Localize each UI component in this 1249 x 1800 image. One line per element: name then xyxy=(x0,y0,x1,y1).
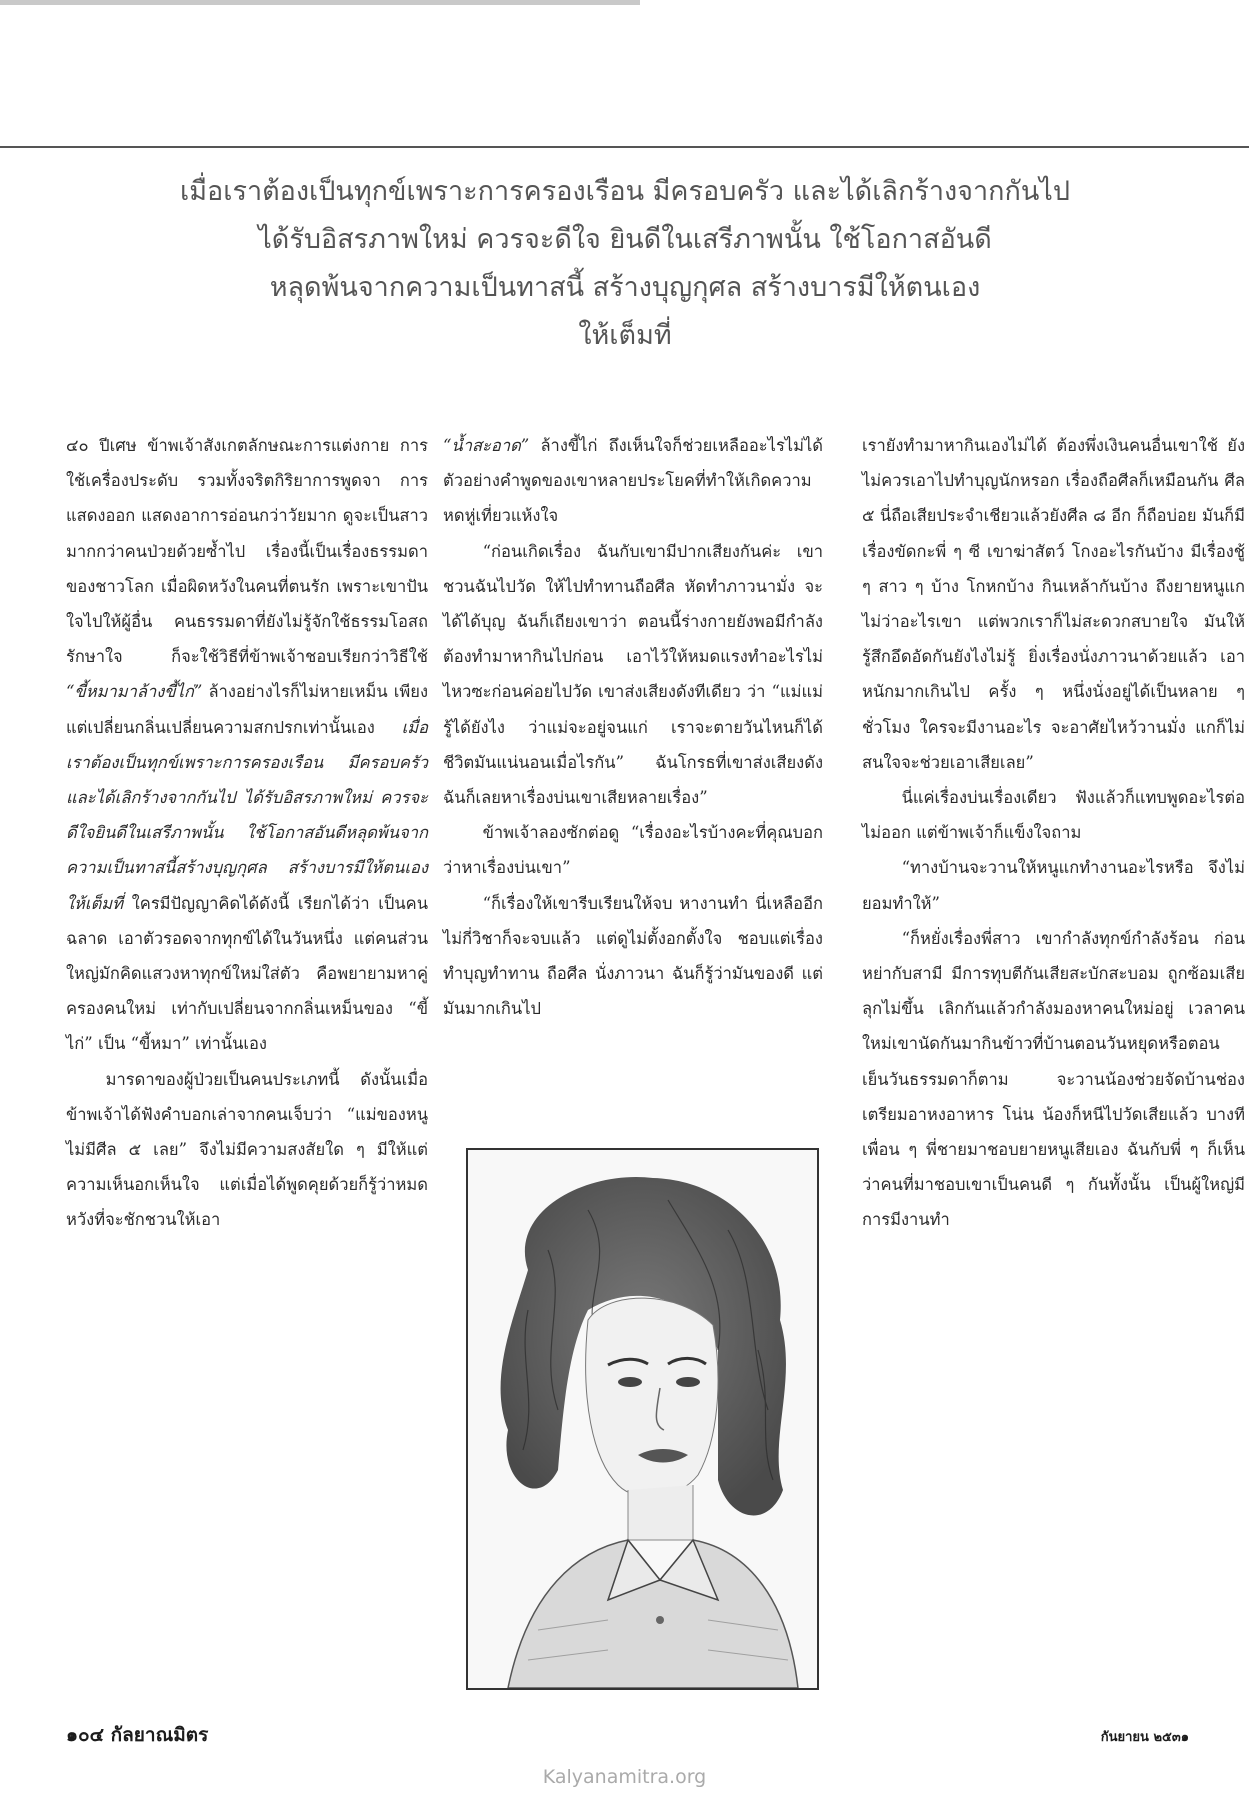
pull-quote xyxy=(150,168,1100,360)
portrait-sketch-icon xyxy=(468,1150,817,1688)
emphasis: เมื่อเราต้องเป็นทุกข์เพราะการครองเรือน มีครอบครัว และได้เลิกร้างจากกันไป ได้รับอิสรภาพใหม่ ควรจะดีใจยินดีในเสรีภาพนั้น ใช้โอกาสอันดีหลุดพ้นจากความเป็นทาสนี้สร้างบุญกุศล สร้างบารมีให้ตนเองให้เต็มที่ xyxy=(66,717,428,913)
paragraph: มารดาของผู้ป่วยเป็นคนประเภทนี้ ดังนั้นเมื่อข้าพเจ้าได้ฟังคำบอกเล่าจากคนเจ็บว่า “แม่ของหนูไม่มีศีล ๕ เลย” จึงไม่มีความสงสัยใด ๆ มีให้แต่ความเห็นอกเห็นใจ แต่เมื่อได้พูดคุยด้วยก็รู้ว่าหมดหวังที่จะชักชวนให้เอา xyxy=(66,1069,428,1230)
page-folio: ๑๐๔ กัลยาณมิตร xyxy=(66,1724,209,1746)
text-column-middle xyxy=(443,428,823,1026)
pull-quote-line: หลุดพ้นจากความเป็นทาสนี้ สร้างบุญกุศล สร้างบารมีให้ตนเอง xyxy=(269,272,981,303)
text-column-right xyxy=(862,428,1245,1238)
pull-quote-line: เมื่อเราต้องเป็นทุกข์เพราะการครองเรือน มีครอบครัว และได้เลิกร้างจากกันไป xyxy=(179,176,1071,207)
paragraph: “ก็เรื่องให้เขารีบเรียนให้จบ หางานทำ นี่เหลืออีกไม่กี่วิชาก็จะจบแล้ว แต่ดูไม่ตั้งอกตั้งใจ ชอบแต่เรื่องทำบุญทำทาน ถือศีล นั่งภาวนา ฉันก็รู้ว่ามันของดี แต่มันมากเกินไป xyxy=(443,893,823,1019)
text-column-left xyxy=(66,428,428,1238)
pull-quote-line: ได้รับอิสรภาพใหม่ ควรจะดีใจ ยินดีในเสรีภาพนั้น ใช้โอกาสอันดี xyxy=(258,224,992,255)
portrait-illustration xyxy=(466,1148,819,1690)
header-rule xyxy=(0,146,1249,148)
top-edge-shade xyxy=(0,0,640,5)
paragraph: “ก็หยั่งเรื่องพี่สาว เขากำลังทุกข์กำลังร้อน ก่อนหย่ากับสามี มีการทุบตีกันเสียสะบักสะบอม ถูกซ้อมเสียลุกไม่ขึ้น เลิกกันแล้วกำลังมองหาคนใหม่อยู่ เวลาคนใหม่เขานัดกันมากินข้าวที่บ้านตอนวันหยุดหรือตอนเย็นวันธรรมดาก็ตาม จะวานน้องช่วยจัดบ้านช่องเตรียมอาหงอาหาร โน่น น้องก็หนีไปวัดเสียแล้ว บางทีเพื่อน ๆ พี่ชายมาชอบยายหนูเสียเอง ฉันกับพี่ ๆ ก็เห็นว่าคนที่มาชอบเขาเป็นคนดี ๆ กันทั้งนั้น เป็นผู้ใหญ่มีการมีงานทำ xyxy=(862,928,1245,1230)
paragraph: เรายังทำมาหากินเองไม่ได้ ต้องพึ่งเงินคนอื่นเขาใช้ ยังไม่ควรเอาไปทำบุญนักหรอก เรื่องถือศีลก็เหมือนกัน ศีล ๕ นี่ถือเสียประจำเชียวแล้วยังศีล ๘ อีก ก็ถือบ่อย มันก็มีเรื่องขัดกะพี่ ๆ ซี เขาฆ่าสัตว์ โกงอะไรกันบ้าง มีเรื่องชู้ ๆ สาว ๆ บ้าง โกหกบ้าง กินเหล้ากันบ้าง ถึงยายหนูแกไม่ว่าอะไรเขา แต่พวกเราก็ไม่สะดวกสบายใจ มันให้รู้สึกอึดอัดกันยังไงไม่รู้ ยิ่งเรื่องนั่งภาวนาด้วยแล้ว เอาหนักมากเกินไป ครั้ง ๆ หนึ่งนั่งอยู่ได้เป็นหลาย ๆ ชั่วโมง ใครจะมีงานอะไร จะอาศัยไหว้วานมั่ง แกก็ไม่สนใจจะช่วยเอาเสียเลย” xyxy=(862,436,1245,772)
paragraph: “ก่อนเกิดเรื่อง ฉันกับเขามีปากเสียงกันค่ะ เขาชวนฉันไปวัด ให้ไปทำทานถือศีล หัดทำภาวนามั่ง จะได้ได้บุญ ฉันก็เถียงเขาว่า ตอนนี้ร่างกายยังพอมีกำลัง ต้องทำมาหากินไปก่อน เอาไว้ให้หมดแรงทำอะไรไม่ไหวซะก่อนค่อยไปวัด เขาส่งเสียงดังทีเดียว ว่า “แม่แม่รู้ได้ยังไง ว่าแม่จะอยู่จนแก่ เราจะตายวันไหนก็ได้ ชีวิตมันแน่นอนเมื่อไรกัน” ฉันโกรธที่เขาส่งเสียงดัง ฉันก็เลยหาเรื่องบ่นเขาเสียหลายเรื่อง” xyxy=(443,541,823,808)
paragraph: นี่แค่เรื่องบ่นเรื่องเดียว ฟังแล้วก็แทบพูดอะไรต่อไม่ออก แต่ข้าพเจ้าก็แข็งใจถาม xyxy=(862,788,1245,843)
paragraph: ข้าพเจ้าลองซักต่อดู “เรื่องอะไรบ้างคะที่คุณบอกว่าหาเรื่องบ่นเขา” xyxy=(443,823,823,878)
emphasis: “น้ำสะอาด” xyxy=(443,436,530,455)
issue-date: กันยายน ๒๕๓๑ xyxy=(1100,1730,1189,1745)
watermark-text: Kalyanamitra.org xyxy=(542,1766,707,1788)
emphasis: “ขี้หมามาล้างขี้ไก่” xyxy=(66,682,203,702)
pull-quote-line: ให้เต็มที่ xyxy=(578,320,672,351)
paragraph: ๔๐ ปีเศษ ข้าพเจ้าสังเกตลักษณะการแต่งกาย การใช้เครื่องประดับ รวมทั้งจริตกิริยาการพูดจา การแสดงออก แสดงอาการอ่อนกว่าวัยมาก ดูจะเป็นสาวมากกว่าคนป่วยด้วยซ้ำไป เรื่องนี้เป็นเรื่องธรรมดาของชาวโลก เมื่อผิดหวังในคนที่ตนรัก เพราะเขาปันใจไปให้ผู้อื่น คนธรรมดาที่ยังไม่รู้จักใช้ธรรมโอสถรักษาใจ ก็จะใช้วิธีที่ข้าพเจ้าชอบเรียกว่าวิธีใช้ “ขี้หมามาล้างขี้ไก่” ล้างอย่างไรก็ไม่หายเหม็น เพียงแต่เปลี่ยนกลิ่นเปลี่ยนความสกปรกเท่านั้นเอง เมื่อเราต้องเป็นทุกข์เพราะการครองเรือน มีครอบครัว และได้เลิกร้างจากกันไป ได้รับอิสรภาพใหม่ ควรจะดีใจยินดีในเสรีภาพนั้น ใช้โอกาสอันดีหลุดพ้นจากความเป็นทาสนี้สร้างบุญกุศล สร้างบารมีให้ตนเองให้เต็มที่ ใครมีปัญญาคิดได้ดังนี้ เรียกได้ว่า เป็นคนฉลาด เอาตัวรอดจากทุกข์ได้ในวันหนึ่ง แต่คนส่วนใหญ่มักคิดแสวงหาทุกข์ใหม่ใส่ตัว คือพยายามหาคู่ครองคนใหม่ เท่ากับเปลี่ยนจากกลิ่นเหม็นของ “ขี้ไก่” เป็น “ขี้หมา” เท่านั้นเอง xyxy=(66,436,428,1054)
paragraph: “ทางบ้านจะวานให้หนูแกทำงานอะไรหรือ จึงไม่ยอมทำให้” xyxy=(862,858,1245,913)
paragraph: “น้ำสะอาด” ล้างขี้ไก่ ถึงเห็นใจก็ช่วยเหลืออะไรไม่ได้ ตัวอย่างคำพูดของเขาหลายประโยคที่ทำให้เกิดความหดหู่เที่ยวแห้งใจ xyxy=(443,436,823,526)
